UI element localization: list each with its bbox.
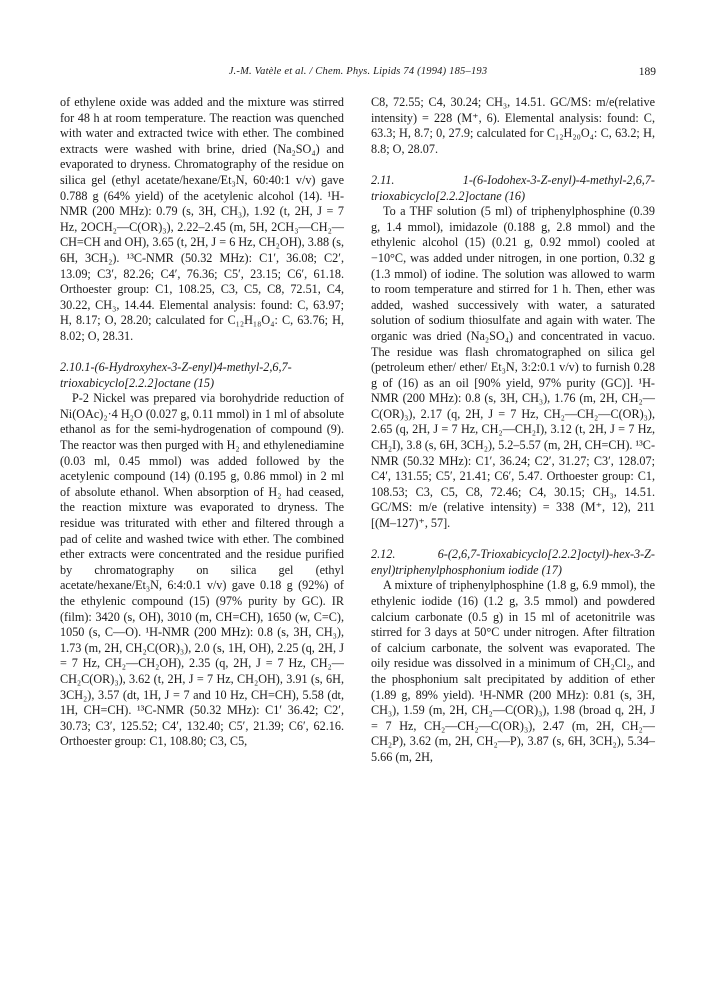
section-body-2-11: To a THF solution (5 ml) of triphenylphosphine (0.39 g, 1.4 mmol), imidazole (0.188 g, 2.8 mmol) and the ethylenic alcohol (15) (0.21 g, 0.92 mmol) cooled at −10°C, was added under nitrogen, in one portion, 0.32 g (1.3 mmol) of iodine. The solution was allowed to warm to room temperature and stirred for 1 h. Then, ether was added, washed successively with water, a saturated solution of sodium thiosulfate and again with water. The organic was dried (Na₂SO₄) and concentrated in vacuo. The residue was flash chromatographed on silica gel (petroleum ether/ ether/ Et₃N, 3:2:0.1 v/v) to furnish 0.28 g of (16) as an oil [90% yield, 97% purity (GC)]. ¹H-NMR (200 MHz): 0.8 (s, 3H, CH₃), 1.76 (m, 2H, CH₂—C(OR)₃), 2.17 (q, 2H, J = 7 Hz, CH₂—CH₂—C(OR)₃), 2.65 (q, 2H, J = 7 Hz, CH₂—CH₂I), 3.12 (t, 2H, J = 7 Hz, CH₂I), 3.8 (s, 6H, 3CH₂), 5.2–5.57 (m, 2H, CH=CH). ¹³C-NMR (50.32 MHz): C1′, 36.24; C2′, 31.27; C3′, 128.07; C4′, 131.55; C5′, 21.41; C6′, 5.47. Orthoester group: C1, 108.53; C3, C5, C8, 72.46; C4, 30.15; CH₃, 14.51. GC/MS: m/e (relative intensity) = 338 (M⁺, 12), 211 [(M–127)⁺, 57]. <box>371 204 655 531</box>
section-gap <box>371 157 655 173</box>
section-heading-2-12: 2.12. 6-(2,6,7-Trioxabicyclo[2.2.2]octyl)-hex-3-Z-enyl)triphenylphosphonium iodide (17) <box>371 547 655 577</box>
section-gap <box>371 532 655 548</box>
paragraph-continued-right: C8, 72.55; C4, 30.24; CH₃, 14.51. GC/MS: m/e(relative intensity) = 228 (M⁺, 6). Elemental analysis: found: C, 63.3; H, 8.7; 0, 27.9; calculated for C₁₂H₂₀O₄: C, 63.2; H, 8.8; O, 28.07. <box>371 95 655 156</box>
section-heading-2-10: 2.10.1-(6-Hydroxyhex-3-Z-enyl)4-methyl-2,6,7-trioxabicyclo[2.2.2]octane (15) <box>60 360 292 390</box>
running-head: J.-M. Vatèle et al. / Chem. Phys. Lipids 74 (1994) 185–193 <box>228 66 488 77</box>
section-heading-2-11: 2.11. 1-(6-Iodohex-3-Z-enyl)-4-methyl-2,6,7-trioxabicyclo[2.2.2]octane (16) <box>371 172 655 203</box>
left-column <box>60 95 344 750</box>
page-header <box>60 66 656 82</box>
page-number: 189 <box>638 66 656 78</box>
section-body-2-12: A mixture of triphenylphosphine (1.8 g, 6.9 mmol), the ethylenic iodide (16) (1.2 g, 3.5 mmol) and powdered calcium carbonate (0.5 g) in 15 ml of acetonitrile was stirred for 3 days at 50°C under nitrogen. After filtration of calcium carbonate, the solvent was evaporated. The oily residue was dissolved in a minimum of CH₂Cl₂, and the phosphonium salt precipitated by addition of ether (1.89 g, 89% yield). ¹H-NMR (200 MHz): 0.81 (s, 3H, CH₃), 1.59 (m, 2H, CH₂—C(OR)₃), 1.98 (broad q, 2H, J = 7 Hz, CH₂—CH₂—C(OR)₃), 2.47 (m, 2H, CH₂—CH₂P), 3.62 (m, 2H, CH₂—P), 3.87 (s, 6H, 3CH₂), 5.34–5.66 (m, 2H, <box>371 578 655 764</box>
section-body-2-10: P-2 Nickel was prepared via borohydride reduction of Ni(OAc)₂·4 H₂O (0.027 g, 0.11 mmol) in 1 ml of absolute ethanol as for the semi-hydrogenation of compound (9). The reactor was then purged with H₂ and ethylenediamine (0.03 ml, 0.45 mmol) was added followed by the acetylenic compound (14) (0.195 g, 0.86 mmol) in 2 ml of absolute ethanol. When absorption of H₂ had ceased, the reaction mixture was evaporated to dryness. The residue was triturated with ether and filtered through a pad of celite and washed twice with ether. The combined ether extracts were concentrated and the residue purified by chromatography on silica gel (ethyl acetate/hexane/Et₃N, 6:4:0.1 v/v) gave 0.18 g (92%) of the ethylenic compound (15) (97% purity by GC). IR (film): 3420 (s, OH), 3010 (m, CH=CH), 1650 (w, C=C), 1050 (s, C—O). ¹H-NMR (200 MHz): 0.8 (s, 3H, CH₃), 1.73 (m, 2H, CH₂C(OR)₃), 2.0 (s, 1H, OH), 2.25 (q, 2H, J = 7 Hz, CH₂—CH₂OH), 2.35 (q, 2H, J = 7 Hz, CH₂—CH₂C(OR)₃), 3.62 (t, 2H, J = 7 Hz, CH₂OH), 3.91 (s, 6H, 3CH₂), 3.57 (dt, 1H, J = 7 and 10 Hz, CH=CH), 5.58 (dt, 1H, CH=CH). ¹³C-NMR (50.32 MHz): C1′ 36.42; C2′, 30.73; C3′, 125.52; C4′, 132.40; C5′, 21.39; C6′, 62.16. Orthoester group: C1, 108.80; C3, C5, <box>60 391 344 749</box>
section-gap <box>60 345 344 361</box>
paragraph-continued: of ethylene oxide was added and the mixture was stirred for 48 h at room temperature. The reaction was quenched with water and extracted twice with ether. The combined extracts were washed with brine, dried (Na₂SO₄) and evaporated to dryness. Chromatography of the residue on silica gel (ethyl acetate/hexane/Et₃N, 60:40:1 v/v) gave 0.788 g (64% yield) of the acetylenic alcohol (14). ¹H-NMR (200 MHz): 0.79 (s, 3H, CH₃), 1.92 (t, 2H, J = 7 Hz, 2OCH₂—C(OR)₃), 2.22–2.45 (m, 5H, 2CH₃—CH₂—CH=CH and OH), 3.65 (t, 2H, J = 6 Hz, CH₂OH), 3.88 (s, 6H, 3CH₂). ¹³C-NMR (50.32 MHz): C1′, 36.08; C2′, 13.09; C3′, 82.26; C4′, 76.36; C5′, 23.15; C6′, 61.18. Orthoester group: C1, 108.25, C3, C5, C8, 72.51, C4, 30.22, CH₃, 14.44. Elemental analysis: found: C, 63.97; H, 8.17; O, 28.20; calculated for C₁₂H₁₈O₄: C, 63.76; H, 8.02; O, 28.31. <box>60 95 344 343</box>
right-column <box>371 95 655 766</box>
